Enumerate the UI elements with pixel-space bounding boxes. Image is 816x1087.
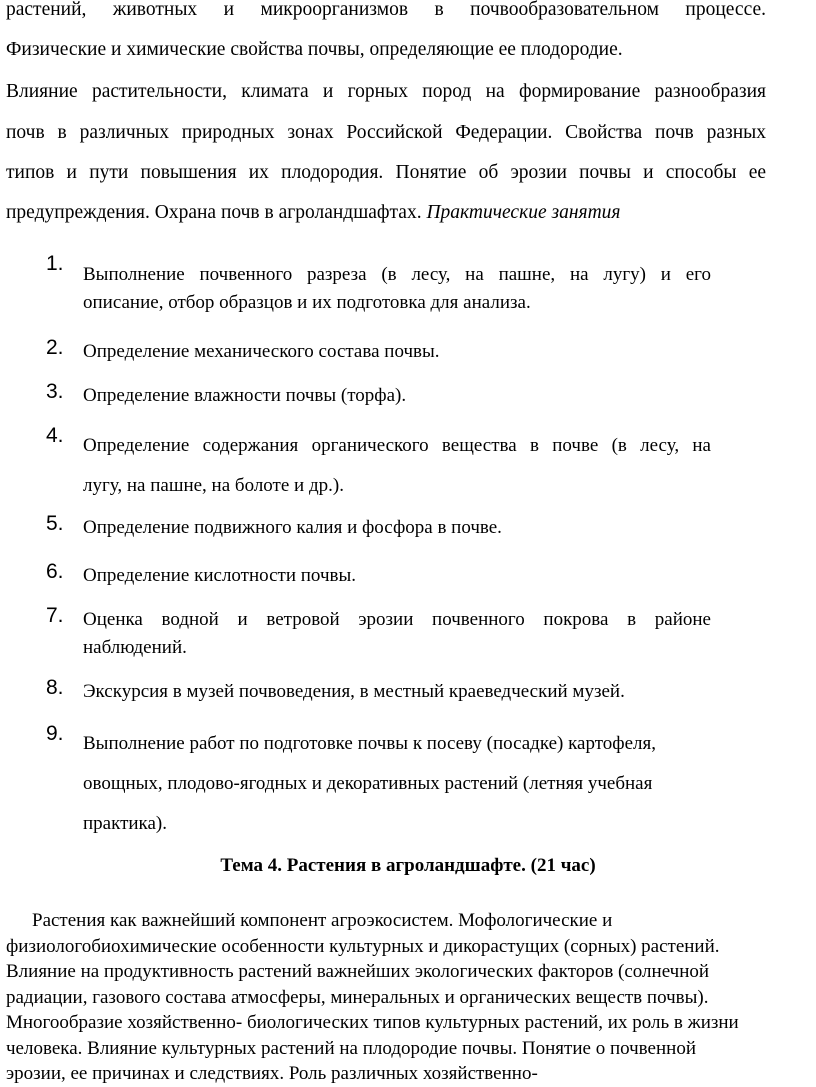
- topic-line: физиологобиохимические особенности культурных и дикорастущих (сорных) растений.: [6, 935, 720, 957]
- intro-line: почв в различных природных зонах Российской Федерации. Свойства почв разных: [6, 122, 766, 143]
- list-item-text: Оценка водной и ветровой эрозии почвенного покрова в районе: [83, 609, 711, 630]
- topic-line: Влияние на продуктивность растений важнейших экологических факторов (солнечной: [6, 961, 710, 982]
- list-item-text: Экскурсия в музей почвоведения, в местный краеведческий музей.: [83, 681, 625, 702]
- list-item-text: Определение подвижного калия и фосфора в почве.: [83, 517, 502, 538]
- list-item-text: Определение содержания органического вещества в почве (в лесу, на: [83, 435, 711, 456]
- list-number: 9.: [46, 722, 64, 745]
- list-item-text: Определение влажности почвы (торфа).: [83, 385, 407, 406]
- list-item-text: Определение механического состава почвы.: [83, 341, 440, 362]
- intro-line: типов и пути повышения их плодородия. Понятие об эрозии почвы и способы ее: [6, 162, 766, 183]
- topic-line: эрозии, ее причинах и следствиях. Роль различных хозяйственно-: [6, 1063, 538, 1084]
- topic-line: Растения как важнейший компонент агроэкосистем. Мофологические и: [32, 910, 613, 931]
- topic-heading: Тема 4. Растения в агроландшафте. (21 час): [220, 855, 596, 876]
- list-number: 6.: [46, 560, 64, 583]
- list-item-text: Выполнение почвенного разреза (в лесу, на пашне, на лугу) и его: [83, 264, 711, 285]
- list-item-text: Определение кислотности почвы.: [83, 565, 356, 586]
- intro-last-line-text: предупреждения. Охрана почв в агроландшафтах.: [6, 202, 422, 223]
- intro-last-line: [6, 193, 620, 232]
- topic-line: Многообразие хозяйственно- биологических типов культурных растений, их роль в жизни: [6, 1012, 739, 1033]
- practicals-label: Практические занятия: [426, 202, 621, 223]
- list-item-text: овощных, плодово-ягодных и декоративных растений (летняя учебная: [83, 773, 653, 794]
- list-number: 1.: [46, 252, 64, 275]
- list-item-text: наблюдений.: [83, 637, 187, 658]
- topic-paragraph: [6, 908, 792, 1087]
- intro-line: растений, животных и микроорганизмов в почвообразовательном процессе.: [6, 0, 766, 20]
- topic-line: радиации, газового состава атмосферы, минеральных и органических веществ почвы).: [6, 986, 709, 1008]
- list-number: 2.: [46, 336, 64, 359]
- list-number: 7.: [46, 604, 64, 627]
- intro-line: Физические и химические свойства почвы, определяющие ее плодородие.: [6, 39, 623, 60]
- list-item-text: Выполнение работ по подготовке почвы к посеву (посадке) картофеля,: [83, 733, 657, 754]
- list-number: 3.: [46, 380, 64, 403]
- list-item-text: описание, отбор образцов и их подготовка для анализа.: [83, 292, 531, 313]
- intro-line: Влияние растительности, климата и горных пород на формирование разнообразия: [6, 81, 766, 102]
- list-number: 4.: [46, 424, 64, 447]
- list-number: 5.: [46, 512, 64, 535]
- list-number: 8.: [46, 676, 64, 699]
- list-item-text: лугу, на пашне, на болоте и др.).: [83, 475, 344, 496]
- list-item-text: практика).: [83, 813, 168, 834]
- topic-line: человека. Влияние культурных растений на плодородие почвы. Понятие о почвенной: [6, 1037, 696, 1059]
